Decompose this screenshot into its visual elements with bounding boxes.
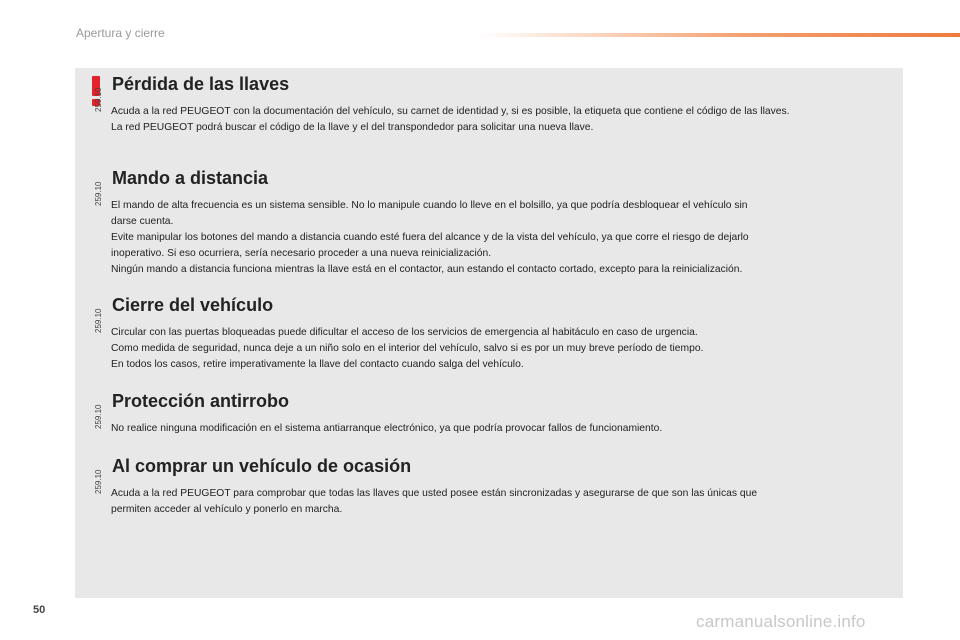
- body-line: La red PEUGEOT podrá buscar el código de la llave y el del transpondedor para solicitar una nueva llave.: [111, 122, 594, 133]
- header-accent-bar: [480, 33, 960, 37]
- section-title: Protección antirrobo: [112, 391, 290, 411]
- reference-code: 259.10: [94, 404, 103, 429]
- section-title: Mando a distancia: [112, 168, 269, 188]
- reference-code: 259.10: [94, 308, 103, 333]
- body-line: Circular con las puertas bloqueadas puede dificultar el acceso de los servicios de emergencia al habitáculo en caso de urgencia.: [111, 327, 698, 338]
- body-line: En todos los casos, retire imperativamente la llave del contacto cuando salga del vehículo.: [111, 359, 524, 370]
- body-line: No realice ninguna modificación en el sistema antiarranque electrónico, ya que podría provocar fallos de funcionamiento.: [111, 423, 663, 434]
- content-panel: [75, 68, 903, 598]
- body-line: El mando de alta frecuencia es un sistema sensible. No lo manipule cuando lo lleve en el bolsillo, ya que podría desbloquear el vehículo sin: [111, 200, 748, 211]
- body-line: Acuda a la red PEUGEOT con la documentación del vehículo, su carnet de identidad y, si es posible, la etiqueta que contiene el código de las llaves.: [111, 106, 790, 117]
- section-body: [111, 421, 901, 437]
- body-line: Como medida de seguridad, nunca deje a un niño solo en el interior del vehículo, salvo si es por un muy breve período de tiempo.: [111, 343, 704, 354]
- body-line: inoperativo. Si eso ocurriera, sería necesario proceder a una nueva reinicialización.: [111, 248, 492, 259]
- body-line: Acuda a la red PEUGEOT para comprobar que todas las llaves que usted posee están sincronizadas y asegurarse de que son las únicas que: [111, 488, 758, 499]
- section-body: [111, 325, 901, 373]
- section-title: Cierre del vehículo: [112, 295, 274, 315]
- section-title: Pérdida de las llaves: [112, 74, 290, 94]
- reference-code: 259.10: [94, 87, 103, 112]
- body-line: permiten acceder al vehículo y ponerlo en marcha.: [111, 504, 343, 515]
- reference-code: 259.10: [94, 469, 103, 494]
- section-body: [111, 104, 901, 136]
- page-number: 50: [33, 604, 46, 616]
- section-body: [111, 198, 901, 278]
- body-line: darse cuenta.: [111, 216, 174, 227]
- body-line: Evite manipular los botones del mando a distancia cuando esté fuera del alcance y de la vista del vehículo, ya que corre el riesgo de dejarlo: [111, 232, 749, 243]
- body-line: Ningún mando a distancia funciona mientras la llave está en el contactor, aun estando el contacto cortado, excepto para la reinicialización.: [111, 264, 743, 275]
- reference-code: 259.10: [94, 181, 103, 206]
- chapter-title: Apertura y cierre: [76, 26, 165, 40]
- section-body: [111, 486, 901, 518]
- watermark: carmanualsonline.info: [696, 612, 866, 631]
- section-title: Al comprar un vehículo de ocasión: [112, 456, 412, 476]
